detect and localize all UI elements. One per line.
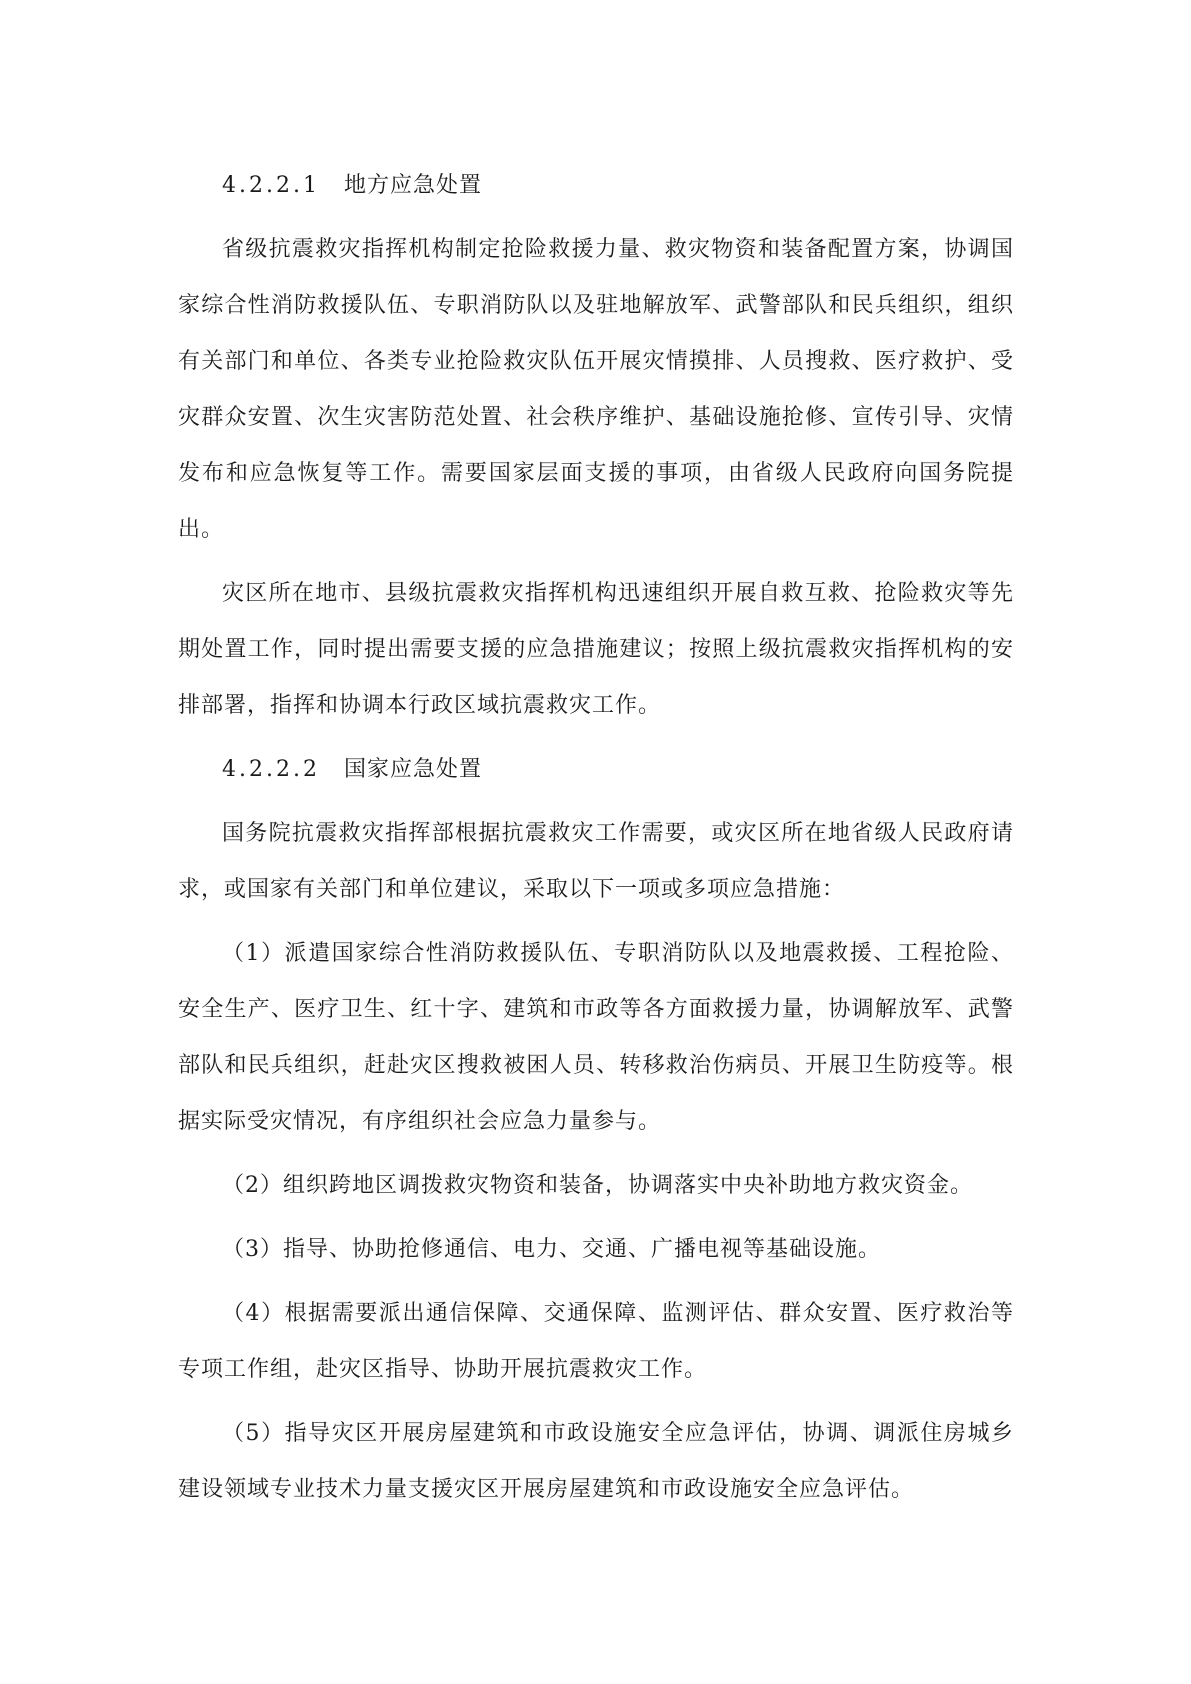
list-item-measure-2: （2）组织跨地区调拨救灾物资和装备，协调落实中央补助地方救灾资金。 xyxy=(222,1173,973,1198)
section-heading-4221 xyxy=(178,158,1014,214)
section-heading-4222 xyxy=(178,742,1014,798)
section-title: 地方应急处置 xyxy=(343,173,482,198)
section-number: 4.2.2.2 xyxy=(222,757,320,782)
list-item-measure-4: （4）根据需要派出通信保障、交通保障、监测评估、群众安置、医疗救治等专项工作组，赴灾区指导、协助开展抗震救灾工作。 xyxy=(178,1301,1014,1382)
list-item-measure-3: （3）指导、协助抢修通信、电力、交通、广播电视等基础设施。 xyxy=(222,1237,881,1262)
list-item-measure-1: （1）派遣国家综合性消防救援队伍、专职消防队以及地震救援、工程抢险、安全生产、医疗卫生、红十字、建筑和市政等各方面救援力量，协调解放军、武警部队和民兵组织，赶赴灾区搜救被困人员、转移救治伤病员、开展卫生防疫等。根据实际受灾情况，有序组织社会应急力量参与。 xyxy=(178,941,1014,1134)
paragraph-local-response: 灾区所在地市、县级抗震救灾指挥机构迅速组织开展自救互救、抢险救灾等先期处置工作，同时提出需要支援的应急措施建议；按照上级抗震救灾指挥机构的安排部署，指挥和协调本行政区域抗震救灾工作。 xyxy=(178,581,1014,718)
paragraph-provincial-response: 省级抗震救灾指挥机构制定抢险救援力量、救灾物资和装备配置方案，协调国家综合性消防救援队伍、专职消防队以及驻地解放军、武警部队和民兵组织，组织有关部门和单位、各类专业抢险救灾队伍开展灾情摸排、人员搜救、医疗救护、受灾群众安置、次生灾害防范处置、社会秩序维护、基础设施抢修、宣传引导、灾情发布和应急恢复等工作。需要国家层面支援的事项，由省级人民政府向国务院提出。 xyxy=(178,237,1014,542)
list-item-measure-5: （5）指导灾区开展房屋建筑和市政设施安全应急评估，协调、调派住房城乡建设领域专业技术力量支援灾区开展房屋建筑和市政设施安全应急评估。 xyxy=(178,1421,1014,1502)
section-number: 4.2.2.1 xyxy=(222,173,320,198)
paragraph-national-response: 国务院抗震救灾指挥部根据抗震救灾工作需要，或灾区所在地省级人民政府请求，或国家有关部门和单位建议，采取以下一项或多项应急措施： xyxy=(178,821,1014,902)
section-title: 国家应急处置 xyxy=(343,757,482,782)
document-body xyxy=(178,158,1014,1518)
